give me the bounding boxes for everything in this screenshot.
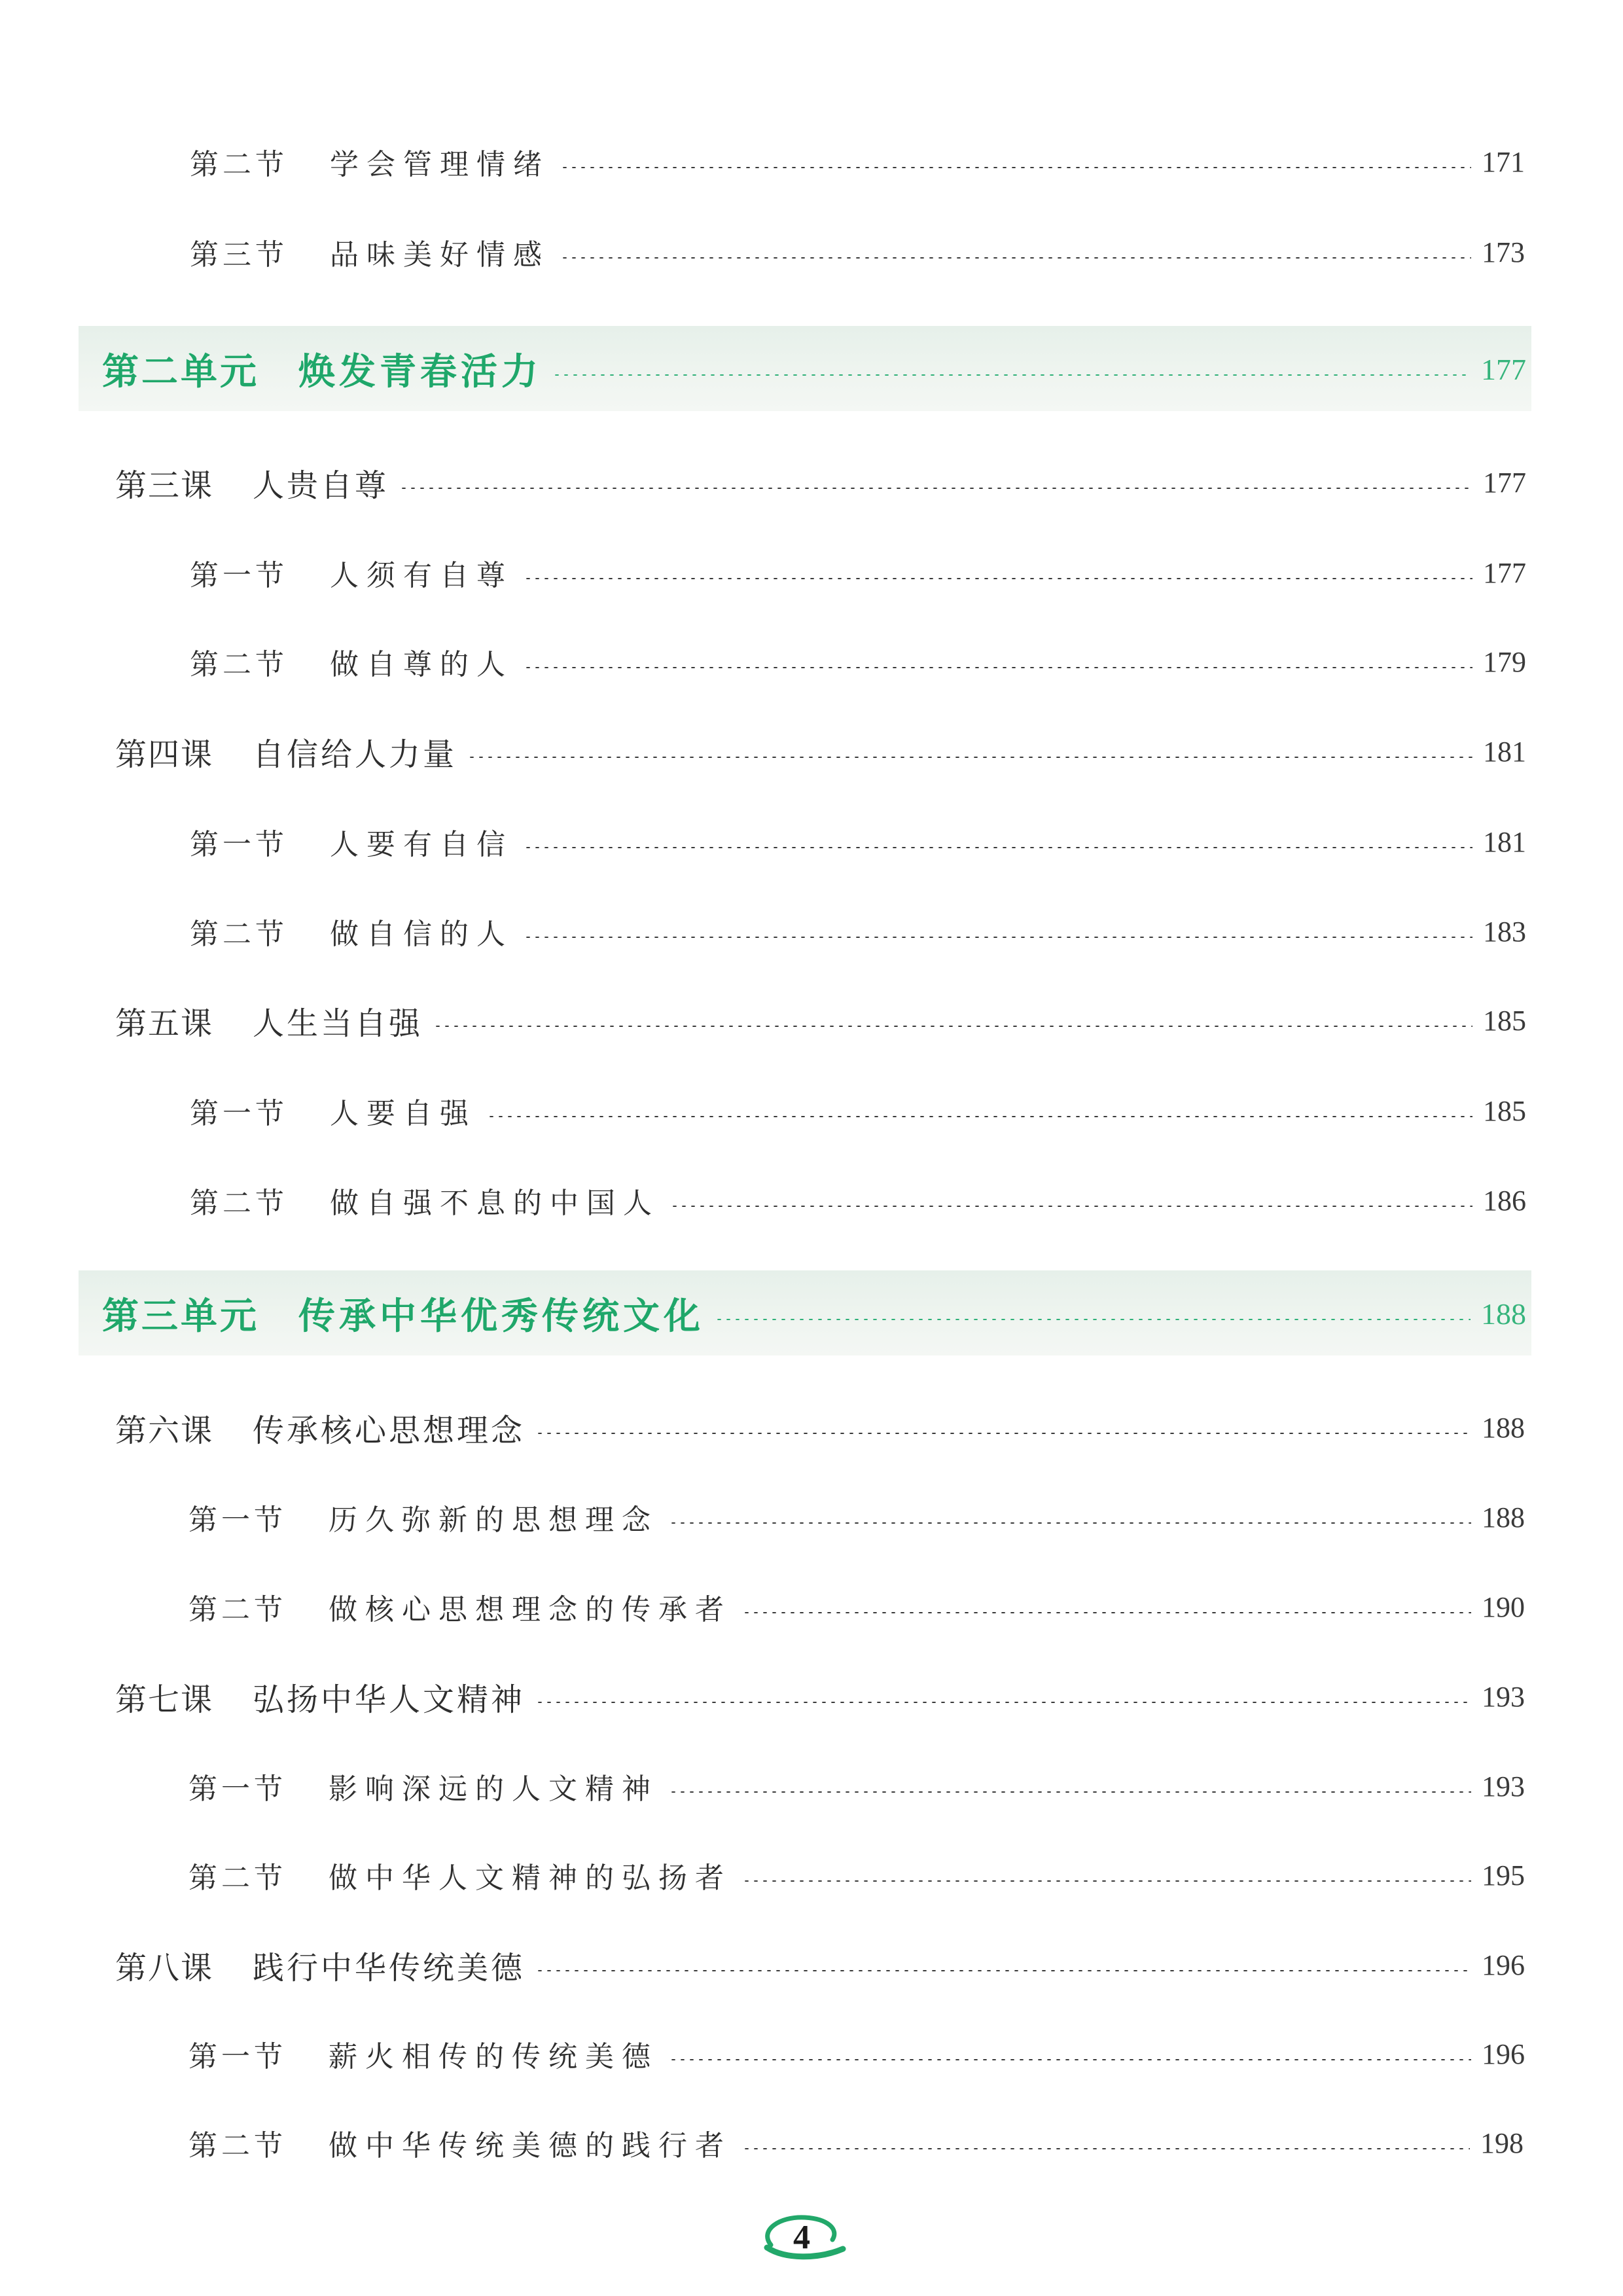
section-label: 第一节	[188, 1503, 287, 1537]
section-label: 第一节	[188, 2040, 287, 2073]
page-number: 196	[1482, 1948, 1525, 1981]
dot-leader	[669, 2059, 1471, 2060]
dot-leader	[670, 1206, 1472, 1207]
unit-title: 传承中华优秀传统文化	[298, 1295, 704, 1338]
page-number: 198	[1480, 2126, 1524, 2159]
dot-leader	[669, 1522, 1471, 1524]
toc-unit-entry[interactable]	[102, 340, 1526, 399]
lesson-title: 弘扬中华人文精神	[253, 1681, 526, 1718]
page-number-badge	[753, 2211, 851, 2263]
section-label: 第二节	[188, 1861, 287, 1895]
dot-leader	[669, 1791, 1471, 1793]
toc-section-entry[interactable]	[190, 812, 1526, 871]
page-number: 185	[1483, 1094, 1526, 1127]
section-title: 影响深远的人文精神	[329, 1772, 658, 1806]
section-label: 第二节	[190, 1187, 288, 1220]
toc-lesson-entry[interactable]	[115, 722, 1526, 781]
lesson-label: 第七课	[115, 1681, 214, 1718]
page-number: 177	[1483, 466, 1526, 499]
page-number: 188	[1482, 1411, 1525, 1444]
dot-leader	[560, 257, 1471, 259]
dot-leader	[552, 374, 1471, 376]
page-number: 177	[1483, 556, 1526, 589]
section-label: 第二节	[190, 148, 288, 181]
page-number: 188	[1481, 1297, 1526, 1331]
toc-section-entry[interactable]	[188, 2113, 1524, 2172]
footer-page-number: 4	[793, 2218, 810, 2256]
dot-leader	[742, 1880, 1471, 1882]
toc-unit-entry[interactable]	[102, 1284, 1526, 1343]
toc-section-entry[interactable]	[190, 223, 1525, 281]
unit-label: 第二单元	[102, 351, 259, 393]
dot-leader	[715, 1319, 1471, 1320]
section-title: 做自尊的人	[330, 648, 513, 681]
page-number: 183	[1483, 915, 1526, 948]
unit-title: 焕发青春活力	[298, 351, 542, 393]
page-number: 185	[1483, 1004, 1526, 1037]
toc-lesson-entry[interactable]	[115, 991, 1526, 1050]
section-title: 做核心思想理念的传承者	[329, 1593, 732, 1626]
toc-lesson-entry[interactable]	[115, 1398, 1525, 1457]
section-title: 做自强不息的中国人	[330, 1187, 660, 1220]
page-number: 177	[1481, 352, 1526, 386]
section-title: 薪火相传的传统美德	[329, 2040, 658, 2073]
dot-leader	[560, 167, 1471, 168]
toc-lesson-entry[interactable]	[115, 1667, 1525, 1726]
dot-leader	[524, 847, 1472, 848]
section-title: 品味美好情感	[330, 238, 550, 272]
toc-section-entry[interactable]	[188, 2024, 1525, 2083]
dot-leader	[535, 1702, 1471, 1703]
toc-section-entry[interactable]	[188, 1757, 1525, 1816]
section-label: 第一节	[188, 1772, 287, 1806]
lesson-label: 第五课	[115, 1005, 214, 1042]
dot-leader	[487, 1116, 1472, 1117]
page-number: 186	[1483, 1184, 1526, 1217]
section-label: 第一节	[190, 828, 288, 861]
toc-section-entry[interactable]	[190, 1171, 1526, 1230]
dot-leader	[524, 667, 1472, 668]
section-label: 第一节	[190, 1097, 288, 1130]
page-number: 196	[1482, 2037, 1525, 2070]
toc-section-entry[interactable]	[190, 1081, 1526, 1140]
section-label: 第三节	[190, 238, 288, 272]
section-title: 学会管理情绪	[330, 148, 550, 181]
page-number: 188	[1482, 1501, 1525, 1534]
dot-leader	[467, 757, 1472, 758]
unit-label: 第三单元	[102, 1295, 259, 1338]
section-title: 人要有自信	[330, 828, 513, 861]
lesson-title: 人贵自尊	[253, 467, 389, 504]
lesson-title: 践行中华传统美德	[253, 1949, 526, 1986]
page-number: 179	[1483, 645, 1526, 678]
section-title: 做自信的人	[330, 918, 513, 951]
toc-section-entry[interactable]	[188, 1488, 1525, 1547]
section-title: 做中华人文精神的弘扬者	[329, 1861, 732, 1895]
page-number: 171	[1482, 145, 1525, 178]
toc-section-entry[interactable]	[190, 902, 1526, 961]
dot-leader	[433, 1026, 1472, 1027]
dot-leader	[535, 1433, 1471, 1434]
dot-leader	[742, 1612, 1471, 1613]
lesson-title: 人生当自强	[253, 1005, 423, 1042]
toc-lesson-entry[interactable]	[115, 453, 1526, 512]
page-number: 181	[1483, 735, 1526, 768]
dot-leader	[399, 488, 1472, 489]
dot-leader	[524, 578, 1472, 579]
page-number: 190	[1482, 1590, 1525, 1623]
toc-section-entry[interactable]	[190, 543, 1526, 602]
toc-section-entry[interactable]	[188, 1846, 1525, 1905]
section-label: 第二节	[188, 2129, 287, 2162]
lesson-title: 传承核心思想理念	[253, 1412, 526, 1449]
lesson-label: 第三课	[115, 467, 214, 504]
section-title: 人要自强	[330, 1097, 476, 1130]
section-label: 第二节	[190, 648, 288, 681]
page-number: 173	[1482, 236, 1525, 268]
toc-lesson-entry[interactable]	[115, 1935, 1525, 1994]
toc-section-entry[interactable]	[188, 1577, 1525, 1636]
section-label: 第一节	[190, 559, 288, 592]
lesson-label: 第八课	[115, 1949, 214, 1986]
dot-leader	[742, 2148, 1470, 2149]
page-number: 193	[1482, 1770, 1525, 1803]
page-number: 181	[1483, 825, 1526, 858]
page-number: 193	[1482, 1680, 1525, 1713]
section-title: 人须有自尊	[330, 559, 513, 592]
section-title: 历久弥新的思想理念	[329, 1503, 658, 1537]
lesson-label: 第四课	[115, 736, 214, 773]
dot-leader	[524, 937, 1472, 938]
section-label: 第二节	[188, 1593, 287, 1626]
section-label: 第二节	[190, 918, 288, 951]
toc-section-entry[interactable]	[190, 632, 1526, 691]
lesson-title: 自信给人力量	[253, 736, 457, 773]
section-title: 做中华传统美德的践行者	[329, 2129, 732, 2162]
page-number: 195	[1482, 1859, 1525, 1892]
dot-leader	[535, 1970, 1471, 1971]
lesson-label: 第六课	[115, 1412, 214, 1449]
toc-section-entry[interactable]	[190, 132, 1525, 191]
